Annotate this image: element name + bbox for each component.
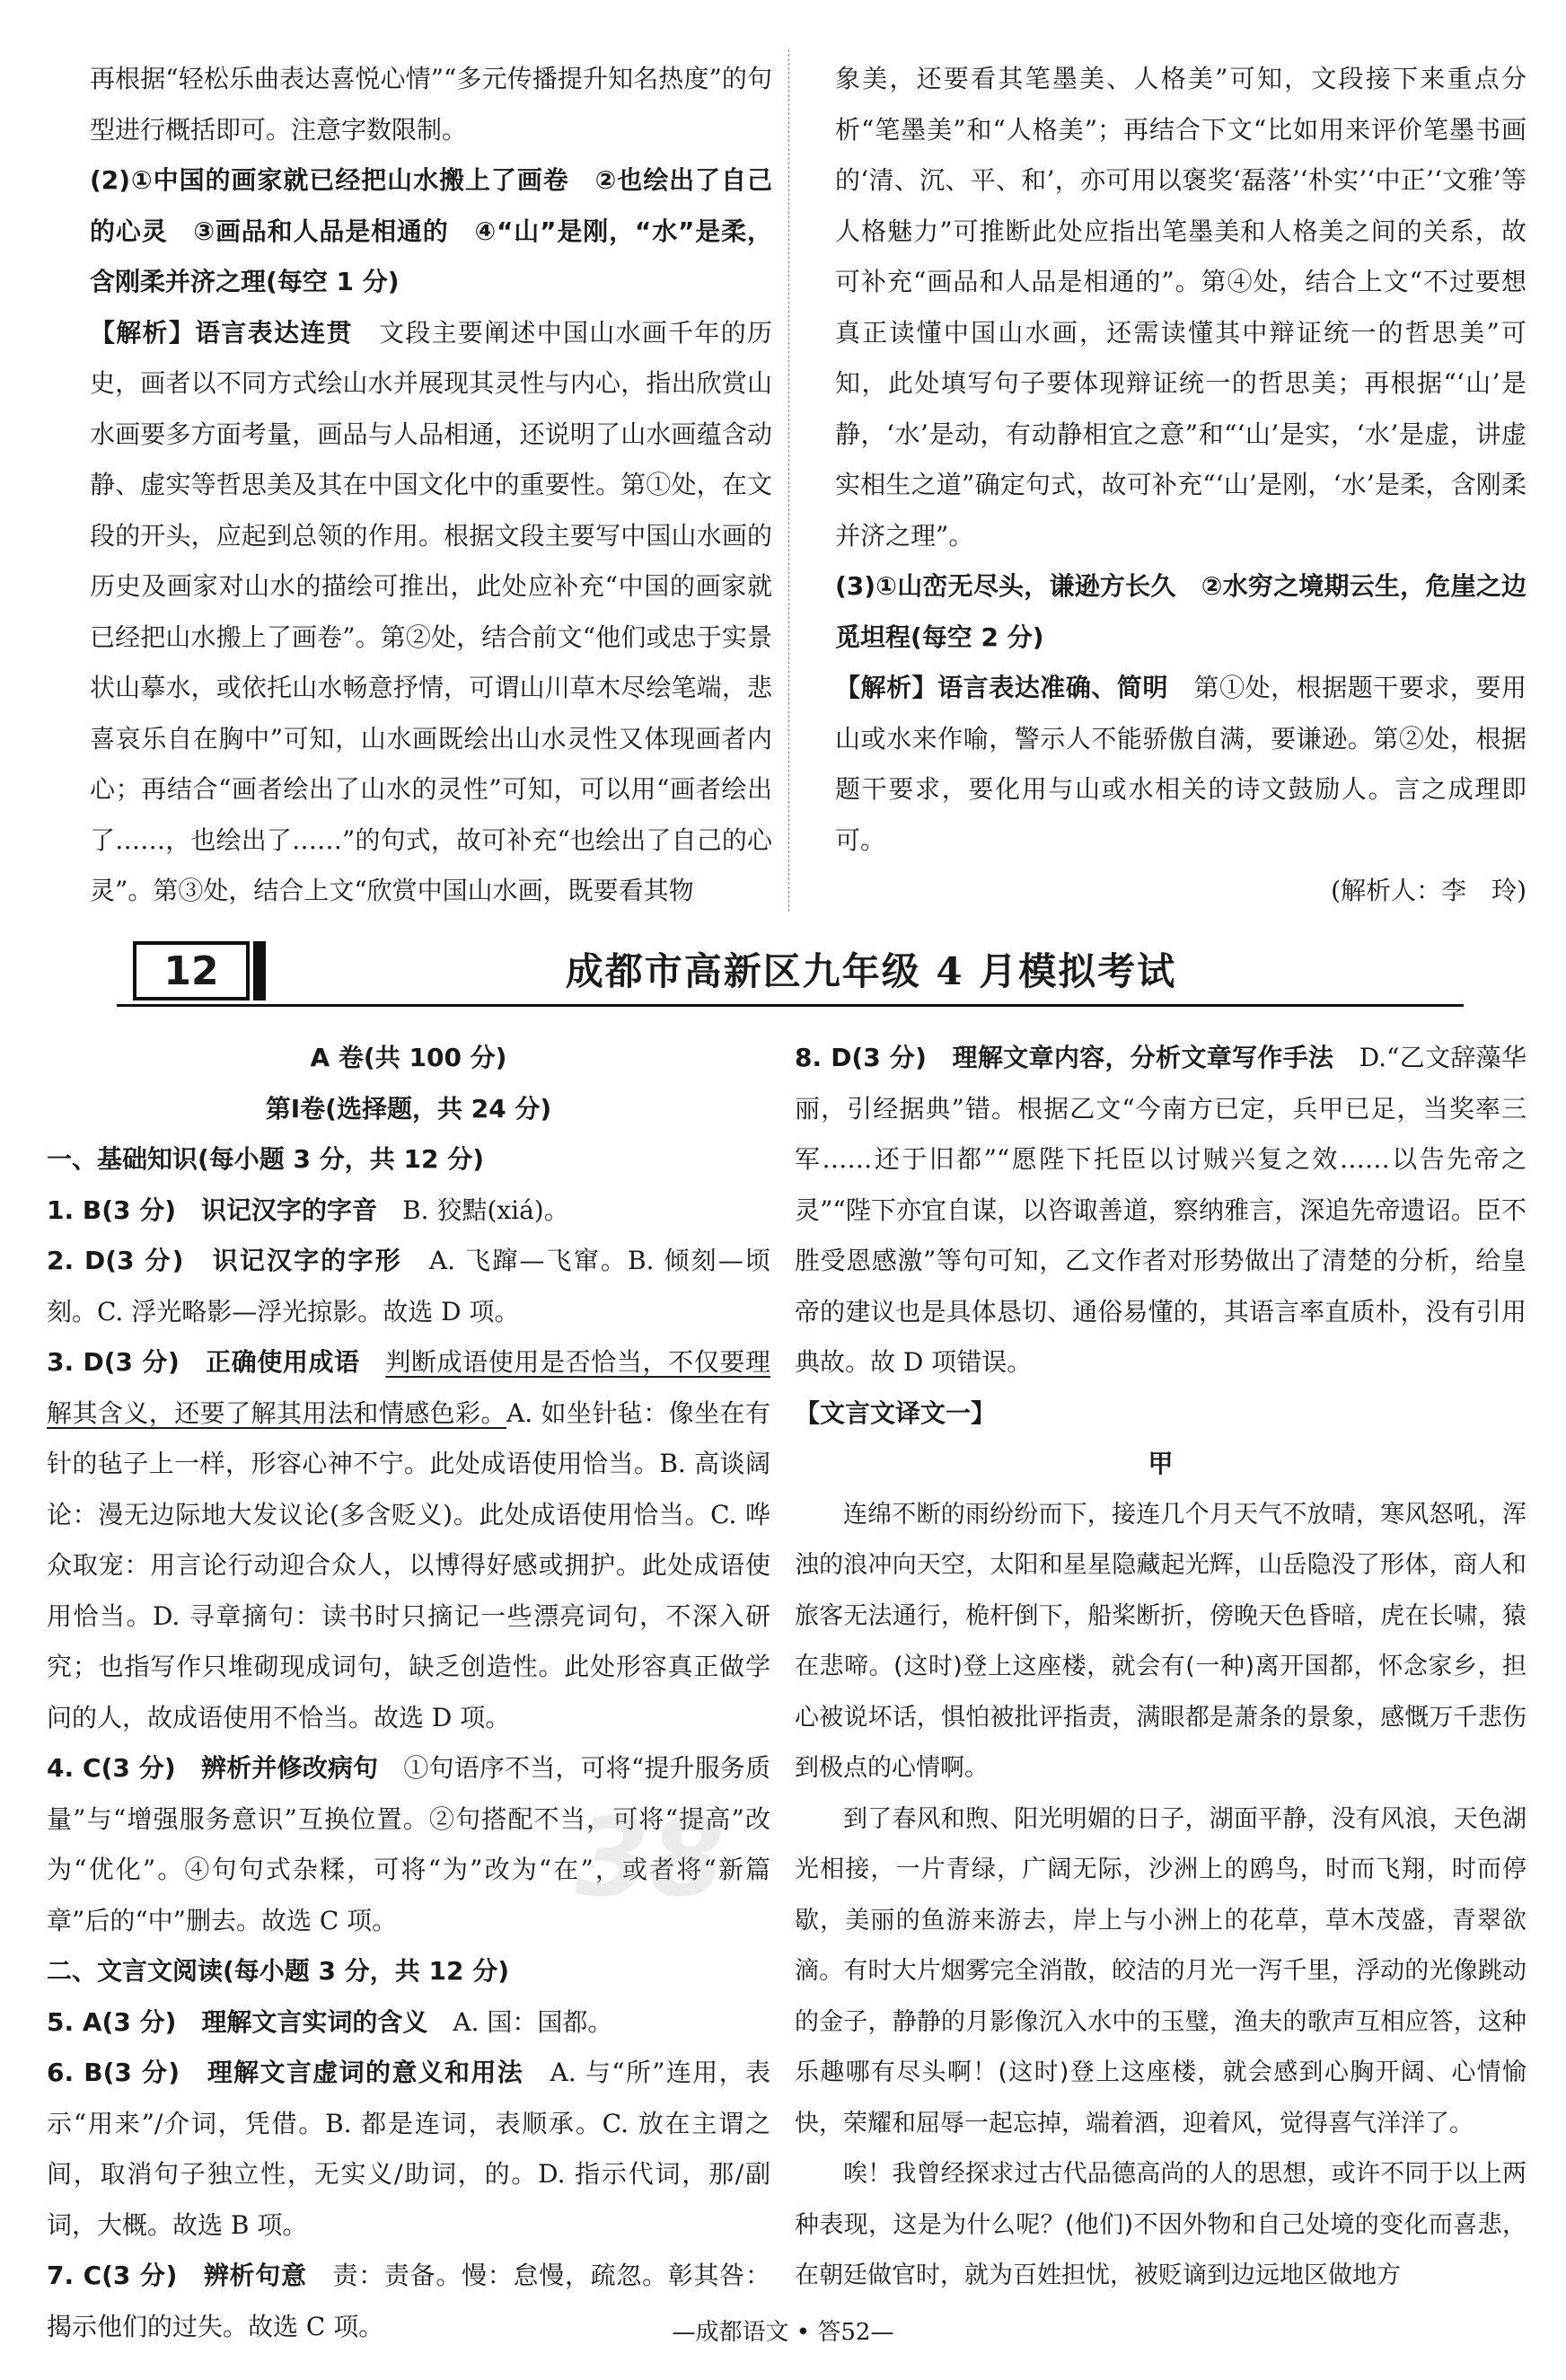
- answer-lead: 7. C(3 分) 辨析句意: [47, 2261, 307, 2290]
- analysis-body: 第①处，根据题干要求，要用山或水来作喻，警示人不能骄傲自满，要谦逊。第②处，根据题干要求，要化用与山或水相关的诗文鼓励人。言之成理即可。: [835, 673, 1526, 855]
- exam-banner: [117, 941, 1482, 1006]
- analysis-body: 文段主要阐述中国山水画千年的历史，画者以不同方式绘山水并展现其灵性与内心，指出欣赏山水画要多方面考量，画品与人品相通，还说明了山水画蕴含动静、虚实等哲思美及其在中国文化中的重要性。第①处，在文段的开头，应起到总领的作用。根据文段主要写中国山水画的历史及画家对山水的描绘可推出，此处应补充“中国的画家就已经把山水搬上了画卷”。第②处，结合前文“他们或忠于实景状山摹水，或依托山水畅意抒情，可谓山川草木尽绘笔端，悲喜哀乐自在胸中”可知，山水画既绘出山水灵性又体现画者内心；再结合“画者绘出了山水的灵性”可知，可以用“画者绘出了……，也绘出了……”的句式，故可补充“也绘出了自己的心灵”。第③处，结合上文“欣赏中国山水画，既要看其物: [90, 317, 772, 905]
- heading-part1: 第Ⅰ卷(选择题，共 24 分): [265, 1093, 552, 1124]
- section-heading: 二、文言文阅读(每小题 3 分，共 12 分): [47, 1956, 510, 1986]
- top-left-column: [90, 54, 772, 917]
- bottom-left-column: [47, 1033, 770, 2352]
- translation-heading: 【文言文译文一】: [795, 1397, 997, 1428]
- exam-title: 成都市高新区九年级 4 月模拟考试: [565, 949, 1177, 993]
- answer-q3: (3)①山峦无尽头，谦逊方长久 ②水穷之境期云生，危崖之边觅坦程(每空 2 分): [835, 571, 1526, 652]
- answer-body: ①句语序不当，可将“提升服务质量”与“增强服务意识”互换位置。②句搭配不当，可将“提高”改为“优化”。④句句式杂糅，可将“为”改为“在”，或者将“新篇章”后的“中”删去。故选 C 项。: [47, 1753, 770, 1935]
- bottom-right-column: [795, 1033, 1526, 2302]
- answer-body: 责：责备。慢：怠慢，疏忽。彰其咎：揭示他们的过失。故选 C 项。: [47, 2261, 770, 2341]
- text-label-jia: 甲: [1148, 1449, 1174, 1478]
- section-heading: 一、基础知识(每小题 3 分，共 12 分): [47, 1144, 485, 1174]
- answer-q6: [47, 2048, 770, 2251]
- answer-lead: 2. D(3 分) 识记汉字的字形: [47, 1246, 402, 1275]
- answer-q3: [47, 1337, 770, 1743]
- translation-paragraph: 连绵不断的雨纷纷而下，接连几个月天气不放晴，寒风怒吼，浑浊的浪冲向天空，太阳和星星隐藏起光辉，山岳隐没了形体，商人和旅客无法通行，桅杆倒下，船桨断折，傍晚天色昏暗，虎在长啸，猿在悲啼。(这时)登上这座楼，就会有(一种)离开国都，怀念家乡，担心被说坏话，惧怕被批评指责，满眼都是萧条的景象，感慨万千悲伤到极点的心情啊。: [795, 1500, 1526, 1782]
- banner-rule: [117, 1004, 1464, 1007]
- exam-number: 12: [133, 941, 250, 1000]
- analysis-tag: 【解析】语言表达准确、简明: [835, 673, 1168, 702]
- answer-body: A. 飞蹿—飞窜。B. 倾刻—顷刻。C. 浮光略影—浮光掠影。故选 D 项。: [47, 1246, 770, 1327]
- analysis-q2: [90, 308, 772, 917]
- answer-body: A. 与“所”连用，表示“用来”/介词，凭借。B. 都是连词，表顺承。C. 放在主谓之间，取消句子独立性，无实义/助词，的。D. 指示代词，那/副词，大概。故选 B 项。: [47, 2058, 770, 2240]
- paragraph: 再根据“轻松乐曲表达喜悦心情”“多元传播提升知名热度”的句型进行概括即可。注意字数限制。: [90, 64, 772, 145]
- answer-q5: [47, 1997, 770, 2049]
- answer-q1: [47, 1186, 770, 1237]
- banner-bar: [253, 941, 266, 1000]
- answer-lead: 1. B(3 分) 识记汉字的字音: [47, 1194, 378, 1225]
- answer-q8: [795, 1033, 1526, 1388]
- answer-lead: 5. A(3 分) 理解文言实词的含义: [47, 2006, 428, 2037]
- analysis-tag: 【解析】语言表达连贯: [90, 317, 353, 348]
- analysis-q3: [835, 663, 1526, 866]
- underlined-text: 判断成语使用是否恰当，不仅要理解其含义，还要了解其用法和情感色彩。: [47, 1347, 770, 1428]
- answer-body: D.“乙文辞藻华丽，引经据典”错。根据乙文“今南方已定，兵甲已足，当奖率三军……还于旧都”“愿陛下托臣以讨贼兴复之效……以告先帝之灵”“陛下亦宜自谋，以咨诹善道，察纳雅言，深追先帝遗诏。臣不胜受恩感激”等句可知，乙文作者对形势做出了清楚的分析，给皇帝的建议也是具体恳切、通俗易懂的，其语言率直质朴，没有引用典故。故 D 项错误。: [795, 1043, 1526, 1377]
- answer-lead: 4. C(3 分) 辨析并修改病句: [47, 1753, 379, 1783]
- watermark-logo: 38: [575, 1796, 725, 1921]
- translation-paragraph: 到了春风和煦、阳光明媚的日子，湖面平静，没有风浪，天色湖光相接，一片青绿，广阔无际，沙洲上的鸥鸟，时而飞翔，时而停歇，美丽的鱼游来游去，岸上与小洲上的花草，草木茂盛，青翠欲滴。有时大片烟雾完全消散，皎洁的月光一泻千里，浮动的光像跳动的金子，静静的月影像沉入水中的玉璧，渔夫的歌声互相应答，这种乐趣哪有尽头啊！(这时)登上这座楼，就会感到心胸开阔、心情愉快，荣耀和屈辱一起忘掉，端着酒，迎着风，觉得喜气洋洋了。: [795, 1804, 1526, 2138]
- top-right-column: [835, 54, 1526, 917]
- analyst-credit: (解析人：李 玲): [1331, 876, 1526, 905]
- answer-lead: 3. D(3 分) 正确使用成语: [47, 1347, 360, 1377]
- page-footer: —成都语文 • 答52—: [672, 2319, 894, 2346]
- heading-a: A 卷(共 100 分): [310, 1043, 507, 1072]
- answer-body: A. 如坐针毡：像坐在有针的毡子上一样，形容心神不宁。此处成语使用恰当。B. 高谈阔论：漫无边际地大发议论(多含贬义)。此处成语使用恰当。C. 哗众取宠：用言论行动迎合众人，以博得好感或拥护。此处成语使用恰当。D. 寻章摘句：读书时只摘记一些漂亮词句，不深入研究；也指写作只堆砌现成词句，缺乏创造性。此处形容真正做学问的人，故成语使用不恰当。故选 D 项。: [47, 1397, 770, 1732]
- paragraph: 象美，还要看其笔墨美、人格美”可知，文段接下来重点分析“笔墨美”和“人格美”；再结合下文“比如用来评价笔墨书画的‘清、沉、平、和’，亦可用以褒奖‘磊落’‘朴实’‘中正’‘文雅’等人格魅力”可推断此处应指出笔墨美和人格美之间的关系，故可补充“画品和人品是相通的”。第④处，结合上文“不过要想真正读懂中国山水画，还需读懂其中辩证统一的哲思美”可知，此处填写句子要体现辩证统一的哲思美；再根据“‘山’是静，‘水’是动，有动静相宜之意”和“‘山’是实，‘水’是虚，讲虚实相生之道”确定句式，故可补充“‘山’是刚，‘水’是柔，含刚柔并济之理”。: [835, 64, 1526, 551]
- answer-q2: [47, 1236, 770, 1337]
- translation-paragraph: 唉！我曾经探求过古代品德高尚的人的思想，或许不同于以上两种表现，这是为什么呢？(他们)不因外物和自己处境的变化而喜悲，在朝廷做官时，就为百姓担忧，被贬谪到边远地区做地方: [795, 2160, 1526, 2289]
- answer-q2: (2)①中国的画家就已经把山水搬上了画卷 ②也绘出了自己的心灵 ③画品和人品是相通的 ④“山”是刚，“水”是柔，含刚柔并济之理(每空 1 分): [90, 165, 772, 296]
- answer-body: B. 狡黠(xiá)。: [402, 1194, 569, 1225]
- column-divider: [788, 49, 789, 912]
- answer-lead: 6. B(3 分) 理解文言虚词的意义和用法: [47, 2058, 524, 2087]
- answer-body: A. 国：国都。: [453, 2006, 613, 2037]
- answer-lead: 8. D(3 分) 理解文章内容，分析文章写作手法: [795, 1043, 1334, 1072]
